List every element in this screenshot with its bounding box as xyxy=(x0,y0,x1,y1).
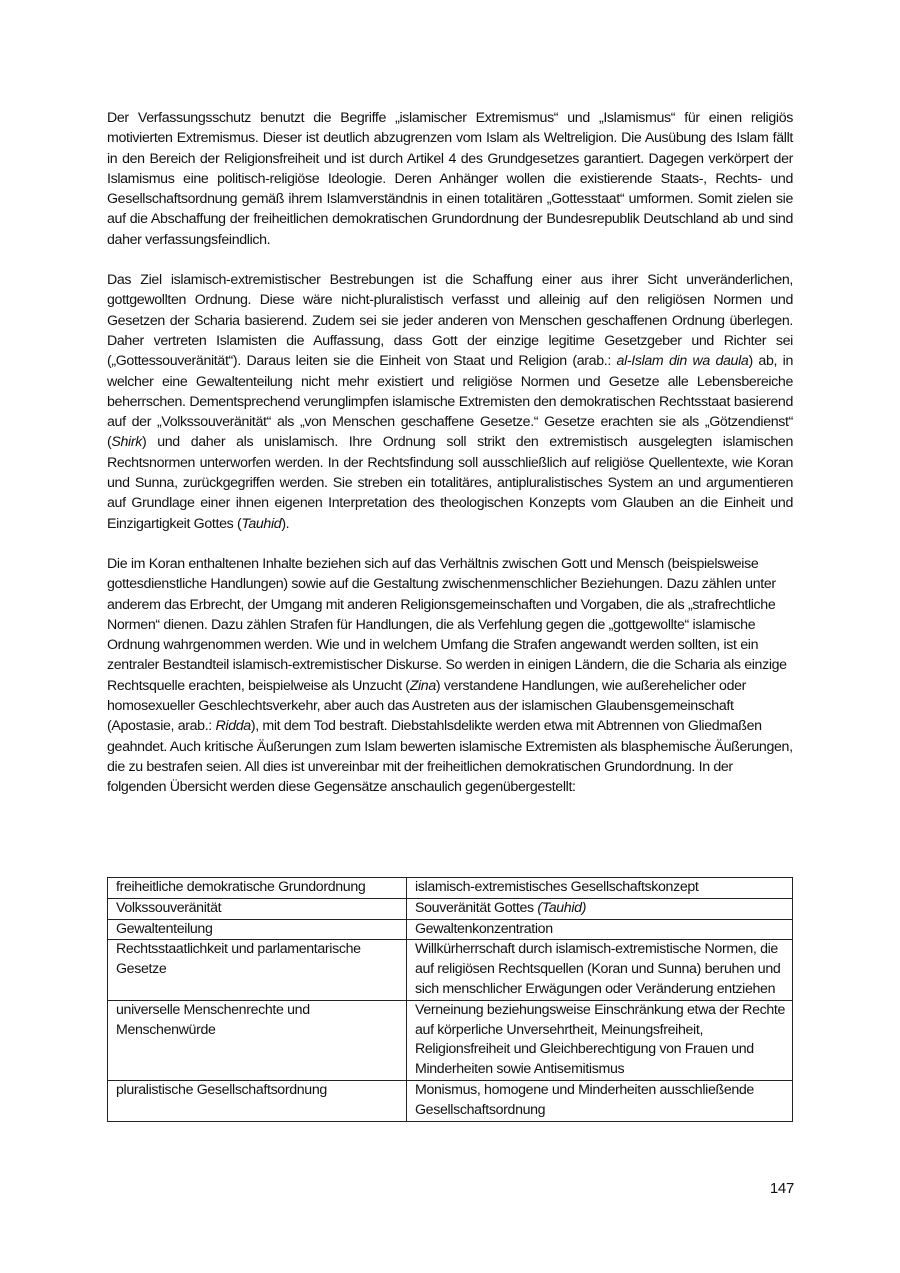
table-row xyxy=(108,1000,793,1080)
table-cell-right: Willkürherrschaft durch islamisch-extremistische Normen, die auf religiösen Rechtsquellen (Koran und Sunna) beruhen und sich menschlicher Erwägungen oder Veränderung entziehen xyxy=(407,940,793,1000)
table-cell-left: universelle Menschenrechte und Menschenwürde xyxy=(108,1000,407,1080)
page-number: 147 xyxy=(769,1180,794,1197)
text-run: Das Ziel islamisch-extremistischer Bestrebungen ist die Schaffung einer aus ihrer Sicht unveränderlichen, gottgewollten Ordnung. Diese wäre nicht-pluralistisch verfasst und alleinig auf den religiösen Normen und Gesetzen der Scharia basierend. Zudem sei sie jeder anderen von Menschen geschaffenen Ordnung überlegen. Daher vertreten Islamisten die Auffassung, dass Gott der einzige legitime Gesetzgeber und Richter sei („Gottessouveränität“). Daraus leiten sie die Einheit von Staat und Religion (arab.: xyxy=(107,272,793,370)
paragraph-1: Der Verfassungsschutz benutzt die Begriffe „islamischer Extremismus“ und „Islamismus“ für einen religiös motivierten Extremismus. Dieser ist deutlich abzugrenzen vom Islam als Weltreligion. Die Ausübung des Islam fällt in den Bereich der Religionsfreiheit und ist durch Artikel 4 des Grundgesetzes garantiert. Dagegen verkörpert der Islamismus eine politisch-religiöse Ideologie. Deren Anhänger wollen die existierende Staats-, Rechts- und Gesellschaftsordnung gemäß ihrem Islamverständnis in einen totalitären „Gottesstaat“ umformen. Somit zielen sie auf die Abschaffung der freiheitlichen demokratischen Grundordnung der Bundesrepublik Deutschland ab und sind daher verfassungsfeindlich. xyxy=(107,110,793,248)
text-run: ), mit dem Tod bestraft. Diebstahlsdelikte werden etwa mit Abtrennen von Gliedmaßen geahndet. Auch kritische Äußerungen zum Islam bewerten islamische Extremisten als blasphemische Äußerungen, die zu bestrafen seien. All dies ist unvereinbar mit der freiheitlichen demokratischen Grundordnung. In der folgenden Übersicht werden diese Gegensätze anschaulich gegenübergestellt: xyxy=(107,718,793,796)
italic-term: (Tauhid) xyxy=(537,899,587,916)
italic-term: Tauhid xyxy=(241,515,282,532)
paragraph-3 xyxy=(107,554,793,798)
table-cell-right: Gewaltenkonzentration xyxy=(407,919,793,940)
table-cell-right: Monismus, homogene und Minderheiten ausschließende Gesellschaftsordnung xyxy=(407,1080,793,1121)
table-cell-right: Verneinung beziehungsweise Einschränkung etwa der Rechte auf körperliche Unversehrtheit, Meinungsfreiheit, Religionsfreiheit und Gleichberechtigung von Frauen und Minderheiten sowie Antisemitismus xyxy=(407,1000,793,1080)
table-cell-left: pluralistische Gesellschaftsordnung xyxy=(108,1080,407,1121)
table-cell-left: freiheitliche demokratische Grundordnung xyxy=(108,878,407,899)
table-row xyxy=(108,1080,793,1121)
table-cell-left: Volkssouveränität xyxy=(108,898,407,919)
paragraph-2 xyxy=(107,270,793,534)
text-run: ). xyxy=(281,515,290,532)
text-run: ) ab, in welcher eine Gewaltenteilung nicht mehr existiert und religiöse Normen und Gesetze alle Lebensbereiche beherrschen. Dementsprechend verunglimpfen islamische Extremisten den demokratischen Rechtsstaat basierend auf der „Volkssouveränität“ als „von Menschen geschaffene Gesetze.“ Gesetze erachten sie als „Götzendienst“ ( xyxy=(107,353,794,451)
italic-term: Zina xyxy=(409,677,436,694)
table-row xyxy=(108,919,793,940)
table-cell-right: islamisch-extremistisches Gesellschaftskonzept xyxy=(407,878,793,899)
italic-term: al-Islam din wa daula xyxy=(616,353,749,370)
table-row xyxy=(108,898,793,919)
table-row xyxy=(108,940,793,1000)
text-run: ) verstandene Handlungen, wie außerehelicher oder homosexueller Geschlechtsverkehr, aber auch das Austreten aus der islamischen Glaubensgemeinschaft (Apostasie, arab.: xyxy=(107,677,747,735)
italic-term: Ridda xyxy=(215,718,251,735)
text-run: Souveränität Gottes xyxy=(415,899,538,916)
body-text xyxy=(107,108,793,798)
italic-term: Shirk xyxy=(111,434,142,451)
text-run: ) und daher als unislamisch. Ihre Ordnung soll strikt den extremistisch ausgelegten islamischen Rechtsnormen unterworfen werden. In der Rechtsfindung soll ausschließlich auf religiöse Quellentexte, wie Koran und Sunna, zurückgegriffen werden. Sie streben ein totalitäres, antipluralistisches System an und argumentieren auf Grundlage einer ihnen eigenen Interpretation des theologischen Konzepts vom Glauben an die Einheit und Einzigartigkeit Gottes ( xyxy=(107,434,793,532)
table-row xyxy=(108,878,793,899)
table-cell-left: Gewaltenteilung xyxy=(108,919,407,940)
comparison-table xyxy=(107,877,793,1122)
text-run: Die im Koran enthaltenen Inhalte beziehen sich auf das Verhältnis zwischen Gott und Mensch (beispielsweise gottesdienstliche Handlungen) sowie auf die Gestaltung zwischenmenschlicher Beziehungen. Dazu zählen unter anderem das Erbrecht, der Umgang mit anderen Religionsgemeinschaften und Vorgaben, die als „strafrechtliche Normen“ dienen. Dazu zählen Strafen für Handlungen, die als Verfehlung gegen die „gottgewollte“ islamische Ordnung wahrgenommen werden. Wie und in welchem Umfang die Strafen angewandt werden sollten, ist ein zentraler Bestandteil islamisch-extremistischer Diskurse. So werden in einigen Ländern, die die Scharia als einzige Rechtsquelle erachten, beispielweise als Unzucht ( xyxy=(107,555,787,694)
table-cell-right xyxy=(407,898,793,919)
table-cell-left: Rechtsstaatlichkeit und parlamentarische Gesetze xyxy=(108,940,407,1000)
